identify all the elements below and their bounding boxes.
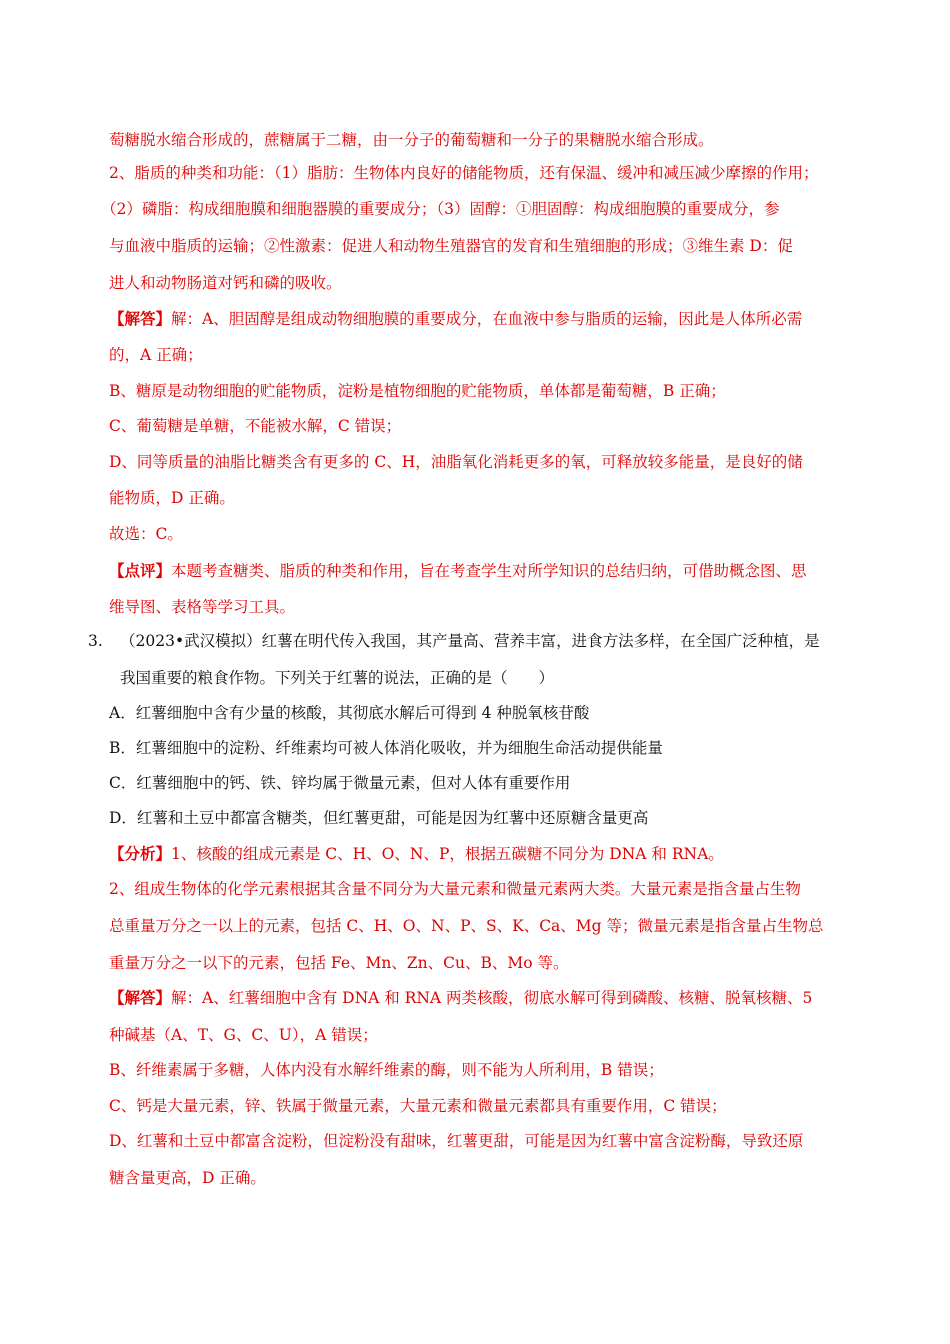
- solution-prev-line-5: D、同等质量的油脂比糖类含有更多的 C、H，油脂氧化消耗更多的氧，可释放较多能量，是良好的储: [109, 453, 803, 471]
- analysis-prev-line-1: 萄糖脱水缩合形成的，蔗糖属于二糖，由一分子的葡萄糖和一分子的果糖脱水缩合形成。: [109, 131, 714, 149]
- solution-prev-line-6: 能物质，D 正确。: [109, 489, 235, 507]
- solution3-tag: 【解答】: [109, 988, 172, 1007]
- analysis-prev-line-5: 进人和动物肠道对钙和磷的吸收。: [109, 274, 342, 292]
- analysis-line-3: 总重量万分之一以上的元素，包括 C、H、O、N、P、S、K、Ca、Mg 等；微量元素是指含量占生物总: [109, 917, 824, 935]
- solution-line-6: 糖含量更高，D 正确。: [109, 1169, 266, 1187]
- question-number: 3.: [88, 632, 103, 650]
- solution-prev-answer: 故选：C。: [109, 525, 183, 543]
- analysis-line-2: 2、组成生物体的化学元素根据其含量不同分为大量元素和微量元素两大类。大量元素是指含量占生物: [109, 880, 801, 898]
- solution-line-4: C、钙是大量元素，锌、铁属于微量元素，大量元素和微量元素都具有重要作用，C 错误；: [109, 1097, 727, 1115]
- question-option-a: A．红薯细胞中含有少量的核酸，其彻底水解后可得到 4 种脱氧核苷酸: [109, 704, 590, 722]
- analysis-tag: 【分析】: [109, 844, 172, 863]
- question-option-b: B．红薯细胞中的淀粉、纤维素均可被人体消化吸收，并为细胞生命活动提供能量: [109, 739, 663, 757]
- solution-line-3: B、纤维素属于多糖，人体内没有水解纤维素的酶，则不能为人所利用，B 错误；: [109, 1061, 664, 1079]
- solution-prev-line-3: B、糖原是动物细胞的贮能物质，淀粉是植物细胞的贮能物质，单体都是葡萄糖，B 正确；: [109, 382, 726, 400]
- analysis-prev-line-3: （2）磷脂：构成细胞膜和细胞器膜的重要成分；（3）固醇：①胆固醇：构成细胞膜的重要成分，参: [101, 200, 780, 218]
- analysis-text: 1、核酸的组成元素是 C、H、O、N、P，根据五碳糖不同分为 DNA 和 RNA。: [171, 845, 724, 863]
- solution-prev-line-4: C、葡萄糖是单糖，不能被水解，C 错误；: [109, 417, 402, 435]
- comment-prev-line-2: 维导图、表格等学习工具。: [109, 598, 296, 616]
- question-option-d: D．红薯和土豆中都富含糖类，但红薯更甜，可能是因为红薯中还原糖含量更高: [109, 809, 649, 827]
- solution-line-2: 种碱基（A、T、G、C、U），A 错误；: [109, 1026, 378, 1044]
- comment-tag: 【点评】: [109, 561, 172, 580]
- analysis-prev-line-4: 与血液中脂质的运输；②性激素：促进人和动物生殖器官的发育和生殖细胞的形成；③维生素 D：促: [109, 237, 793, 255]
- question-option-c: C．红薯细胞中的钙、铁、锌均属于微量元素，但对人体有重要作用: [109, 774, 571, 792]
- question-stem-line-2: 我国重要的粮食作物。下列关于红薯的说法，正确的是（ ）: [120, 669, 555, 687]
- analysis-line-1: [109, 844, 724, 864]
- solution-text: 解：A、胆固醇是组成动物细胞膜的重要成分，在血液中参与脂质的运输，因此是人体所必需: [171, 310, 803, 328]
- analysis-line-4: 重量万分之一以下的元素，包括 Fe、Mn、Zn、Cu、B、Mo 等。: [109, 954, 569, 972]
- solution-prev-line-1: [109, 309, 802, 329]
- solution-line-1: [109, 988, 812, 1008]
- solution3-text: 解：A、红薯细胞中含有 DNA 和 RNA 两类核酸，彻底水解可得到磷酸、核糖、脱氧核糖、5: [171, 989, 813, 1007]
- solution-line-5: D、红薯和土豆中都富含淀粉，但淀粉没有甜味，红薯更甜，可能是因为红薯中富含淀粉酶，导致还原: [109, 1132, 804, 1150]
- solution-tag: 【解答】: [109, 309, 172, 328]
- comment-text: 本题考查糖类、脂质的种类和作用，旨在考查学生对所学知识的总结归纳，可借助概念图、思: [171, 562, 807, 580]
- solution-prev-line-2: 的，A 正确；: [109, 346, 203, 364]
- analysis-prev-line-2: 2、脂质的种类和功能：（1）脂肪：生物体内良好的储能物质，还有保温、缓冲和减压减少摩擦的作用；: [109, 164, 819, 182]
- question-stem-line-1: （2023•武汉模拟）红薯在明代传入我国，其产量高、营养丰富，进食方法多样，在全国广泛种植，是: [120, 632, 820, 650]
- comment-prev-line-1: [109, 561, 807, 581]
